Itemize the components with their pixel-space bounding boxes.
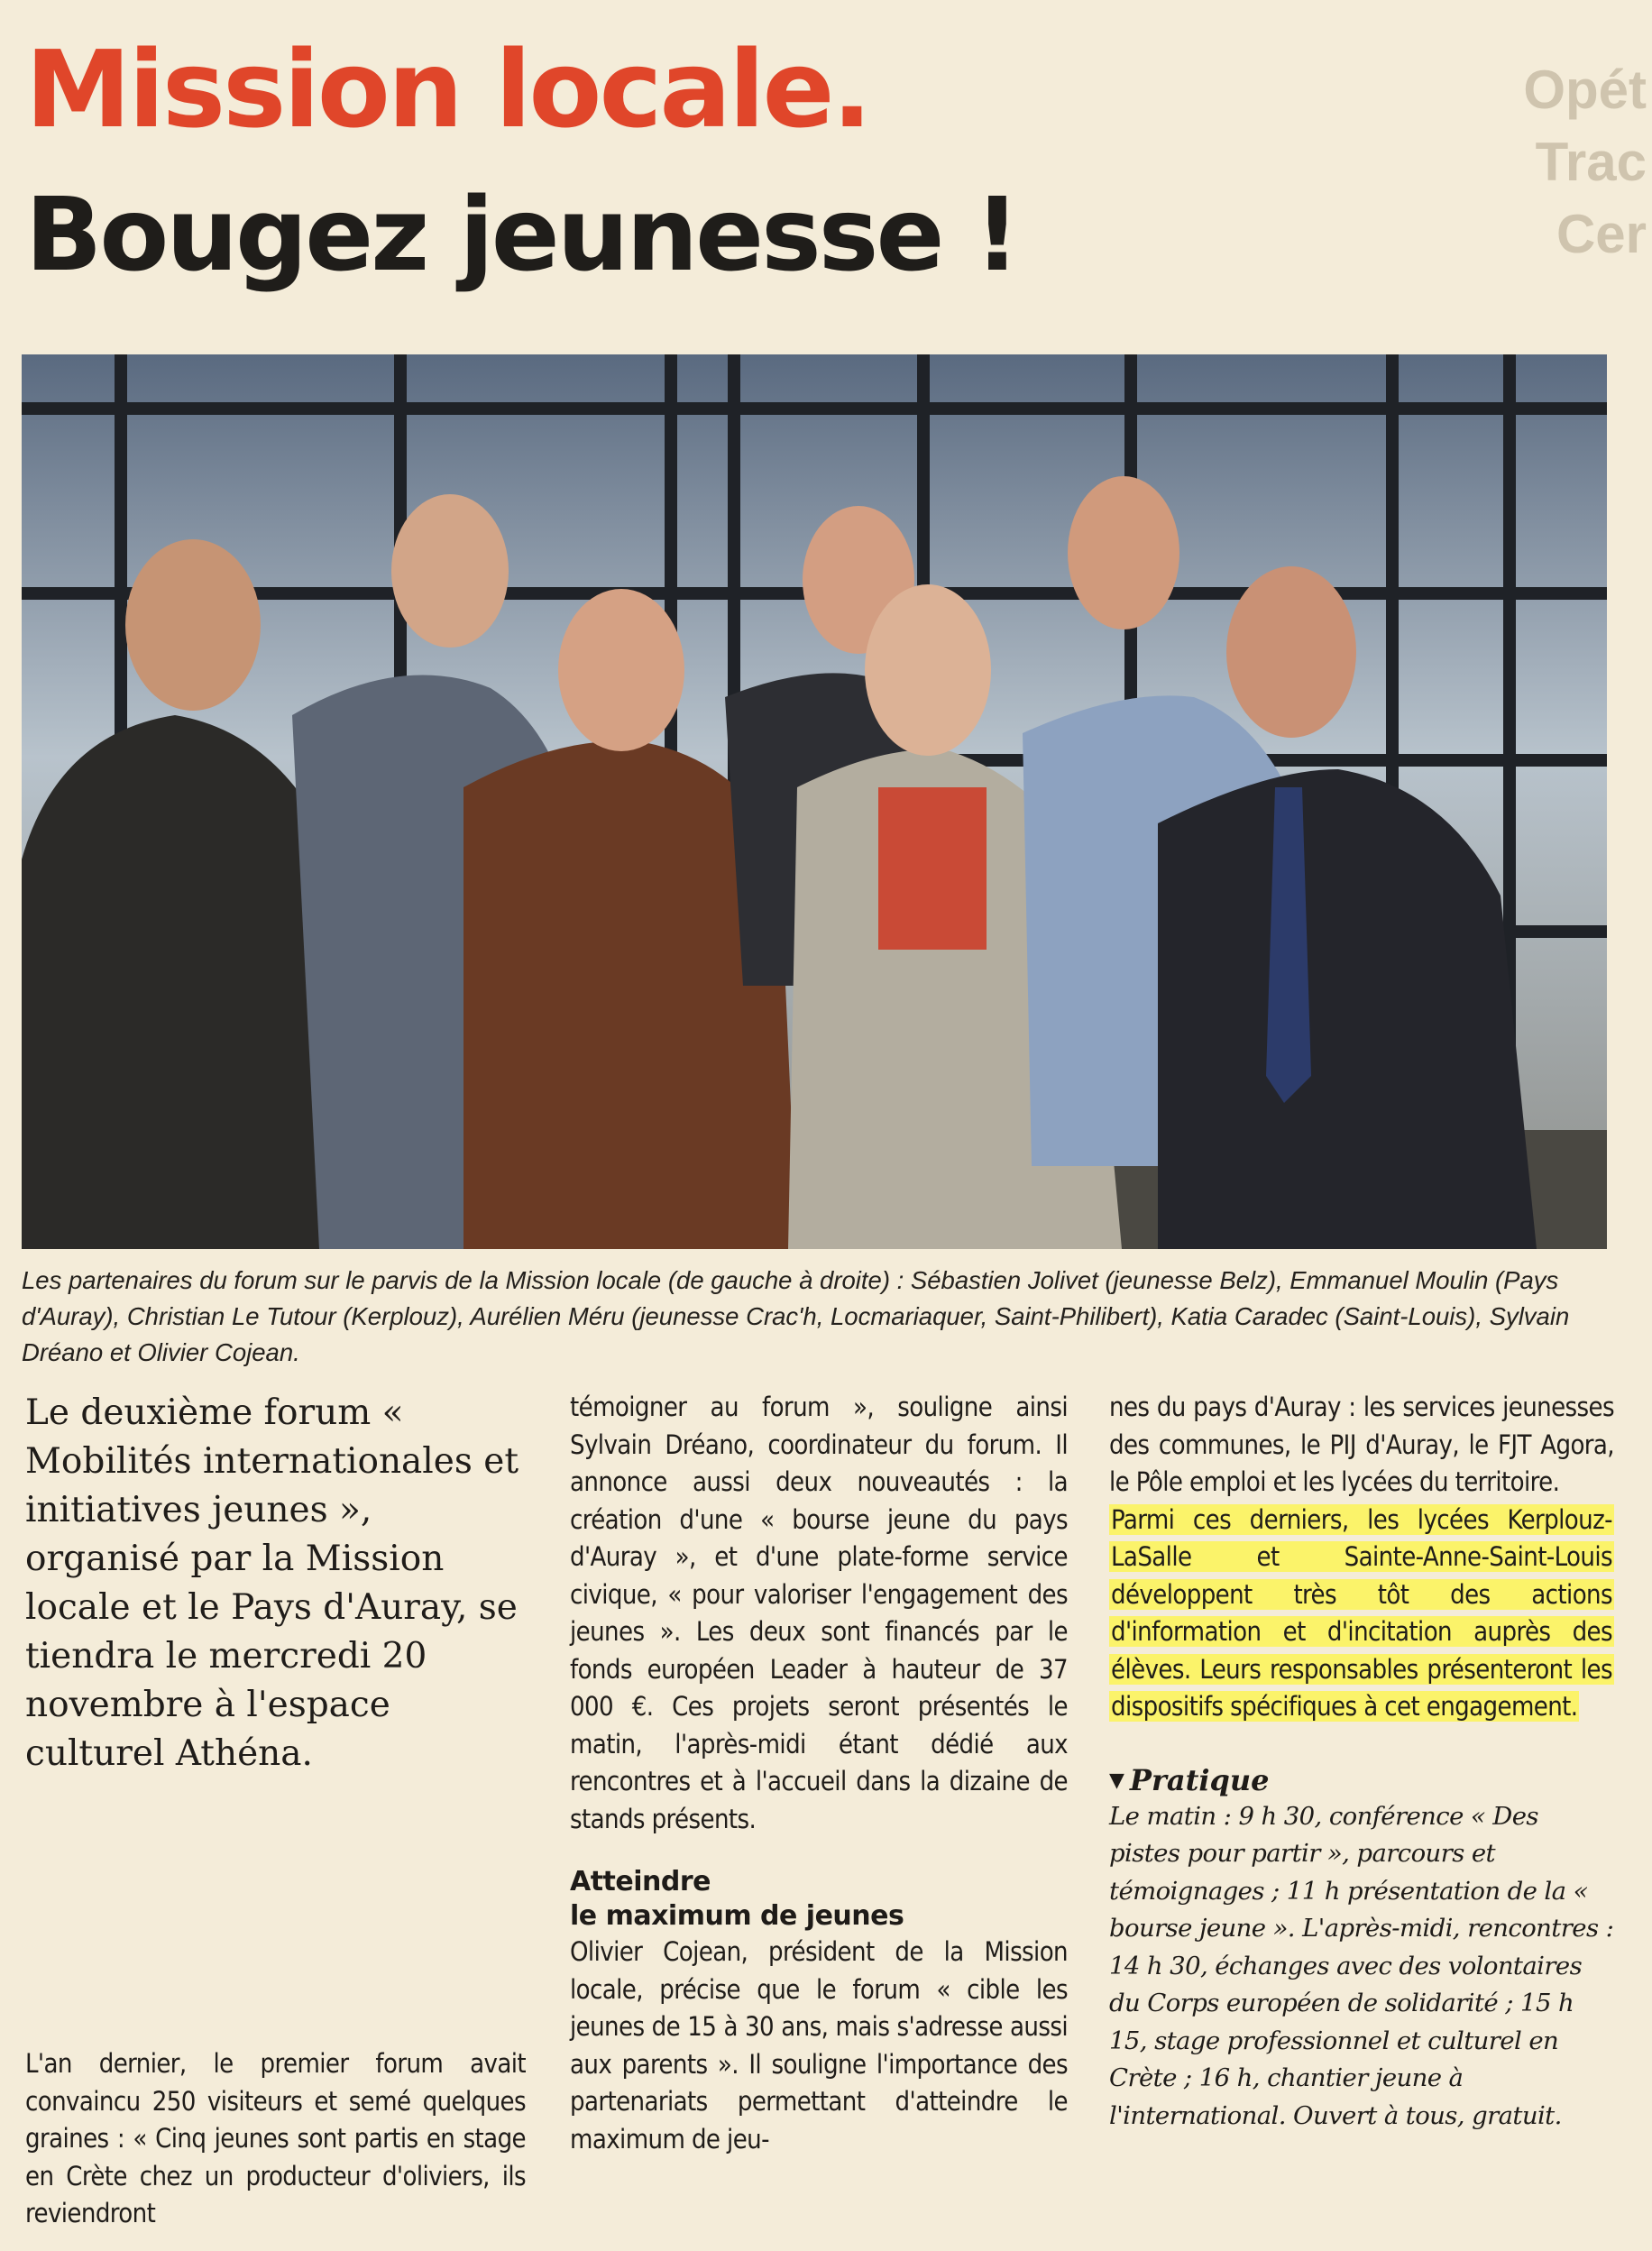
pratique-heading-label: Pratique	[1129, 1762, 1270, 1797]
pratique-heading	[1109, 1762, 1614, 1798]
column-1-body	[25, 2045, 526, 2233]
column-2-text-continued: Olivier Cojean, président de la Mission locale, précise que le forum « cible les jeunes de 15 à 30 ans, mais s'adresse aussi aux parents ». Il souligne l'importance des partenariats permettant d'atteindre le maximum de jeu-	[570, 1936, 1068, 2155]
column-1	[25, 1389, 526, 1778]
adjacent-article-fragment: Opét Trac Cer	[1523, 60, 1647, 264]
photo-caption: Les partenaires du forum sur le parvis de la Mission locale (de gauche à droite) : Sébastien Jolivet (jeunesse Belz), Emmanuel Moulin (Pays d'Auray), Christian Le Tutour (Kerplouz), Aurélien Méru (jeunesse Crac'h, Locmariaquer, Saint-Philibert), Katia Caradec (Saint-Louis), Sylvain Dréano et Olivier Cojean.	[22, 1266, 1570, 1366]
subheading	[570, 1865, 1068, 1934]
article-headline: Bougez jeunesse !	[25, 177, 1018, 294]
pratique-text: Le matin : 9 h 30, conférence « Des pistes pour partir », parcours et témoignages ; 11 h présentation de la « bourse jeune ». L'après-midi, rencontres : 14 h 30, échanges avec des volontaires du Corps européen de solidarité ; 15 h 15, stage professionnel et culturel en Crète ; 16 h, chantier jeune à l'international. Ouvert à tous, gratuit.	[1109, 1801, 1614, 2130]
subheading-line-2: le maximum de jeunes	[570, 1900, 904, 1932]
column-3-text: nes du pays d'Auray : les services jeunesses des communes, le PIJ d'Auray, le FJT Agora, le Pôle emploi et les lycées du territoire.	[1109, 1392, 1614, 1497]
column-3	[1109, 1389, 1614, 2135]
article-kicker: Mission locale.	[25, 27, 870, 152]
column-2	[570, 1389, 1068, 2158]
group-photo	[22, 354, 1607, 1249]
triangle-down-icon: ▼	[1109, 1768, 1124, 1792]
column-1-text: L'an dernier, le premier forum avait convaincu 250 visiteurs et semé quelques graines : « Cinq jeunes sont partis en stage en Crète chez un producteur d'oliviers, ils reviendront	[25, 2048, 526, 2228]
article-lead: Le deuxième forum « Mobilités internationales et initiatives jeunes », organisé par la Mission locale et le Pays d'Auray, se tiendra le mercredi 20 novembre à l'espace culturel Athéna.	[25, 1392, 519, 1774]
group-photo-illustration	[22, 354, 1607, 1249]
highlighted-paragraph	[1109, 1502, 1614, 1726]
column-2-text: témoigner au forum », souligne ainsi Sylvain Dréano, coordinateur du forum. Il annonce aussi deux nouveautés : la création d'une « bourse jeune du pays d'Auray », et d'une plate-forme service civique, « pour valoriser l'engagement des jeunes ». Les deux sont financés par le fonds européen Leader à hauteur de 37 000 €. Ces projets seront présentés le matin, l'après-midi étant dédié aux rencontres et à l'accueil dans la dizaine de stands présents.	[570, 1392, 1068, 1834]
highlight-marker: Parmi ces derniers, les lycées Kerplouz-LaSalle et Sainte-Anne-Saint-Louis développent très tôt des actions d'information et d'incitation auprès des élèves. Leurs responsables présenteront les dispositifs spécifiques à cet engagement.	[1111, 1503, 1612, 1722]
subheading-line-1: Atteindre	[570, 1866, 711, 1897]
